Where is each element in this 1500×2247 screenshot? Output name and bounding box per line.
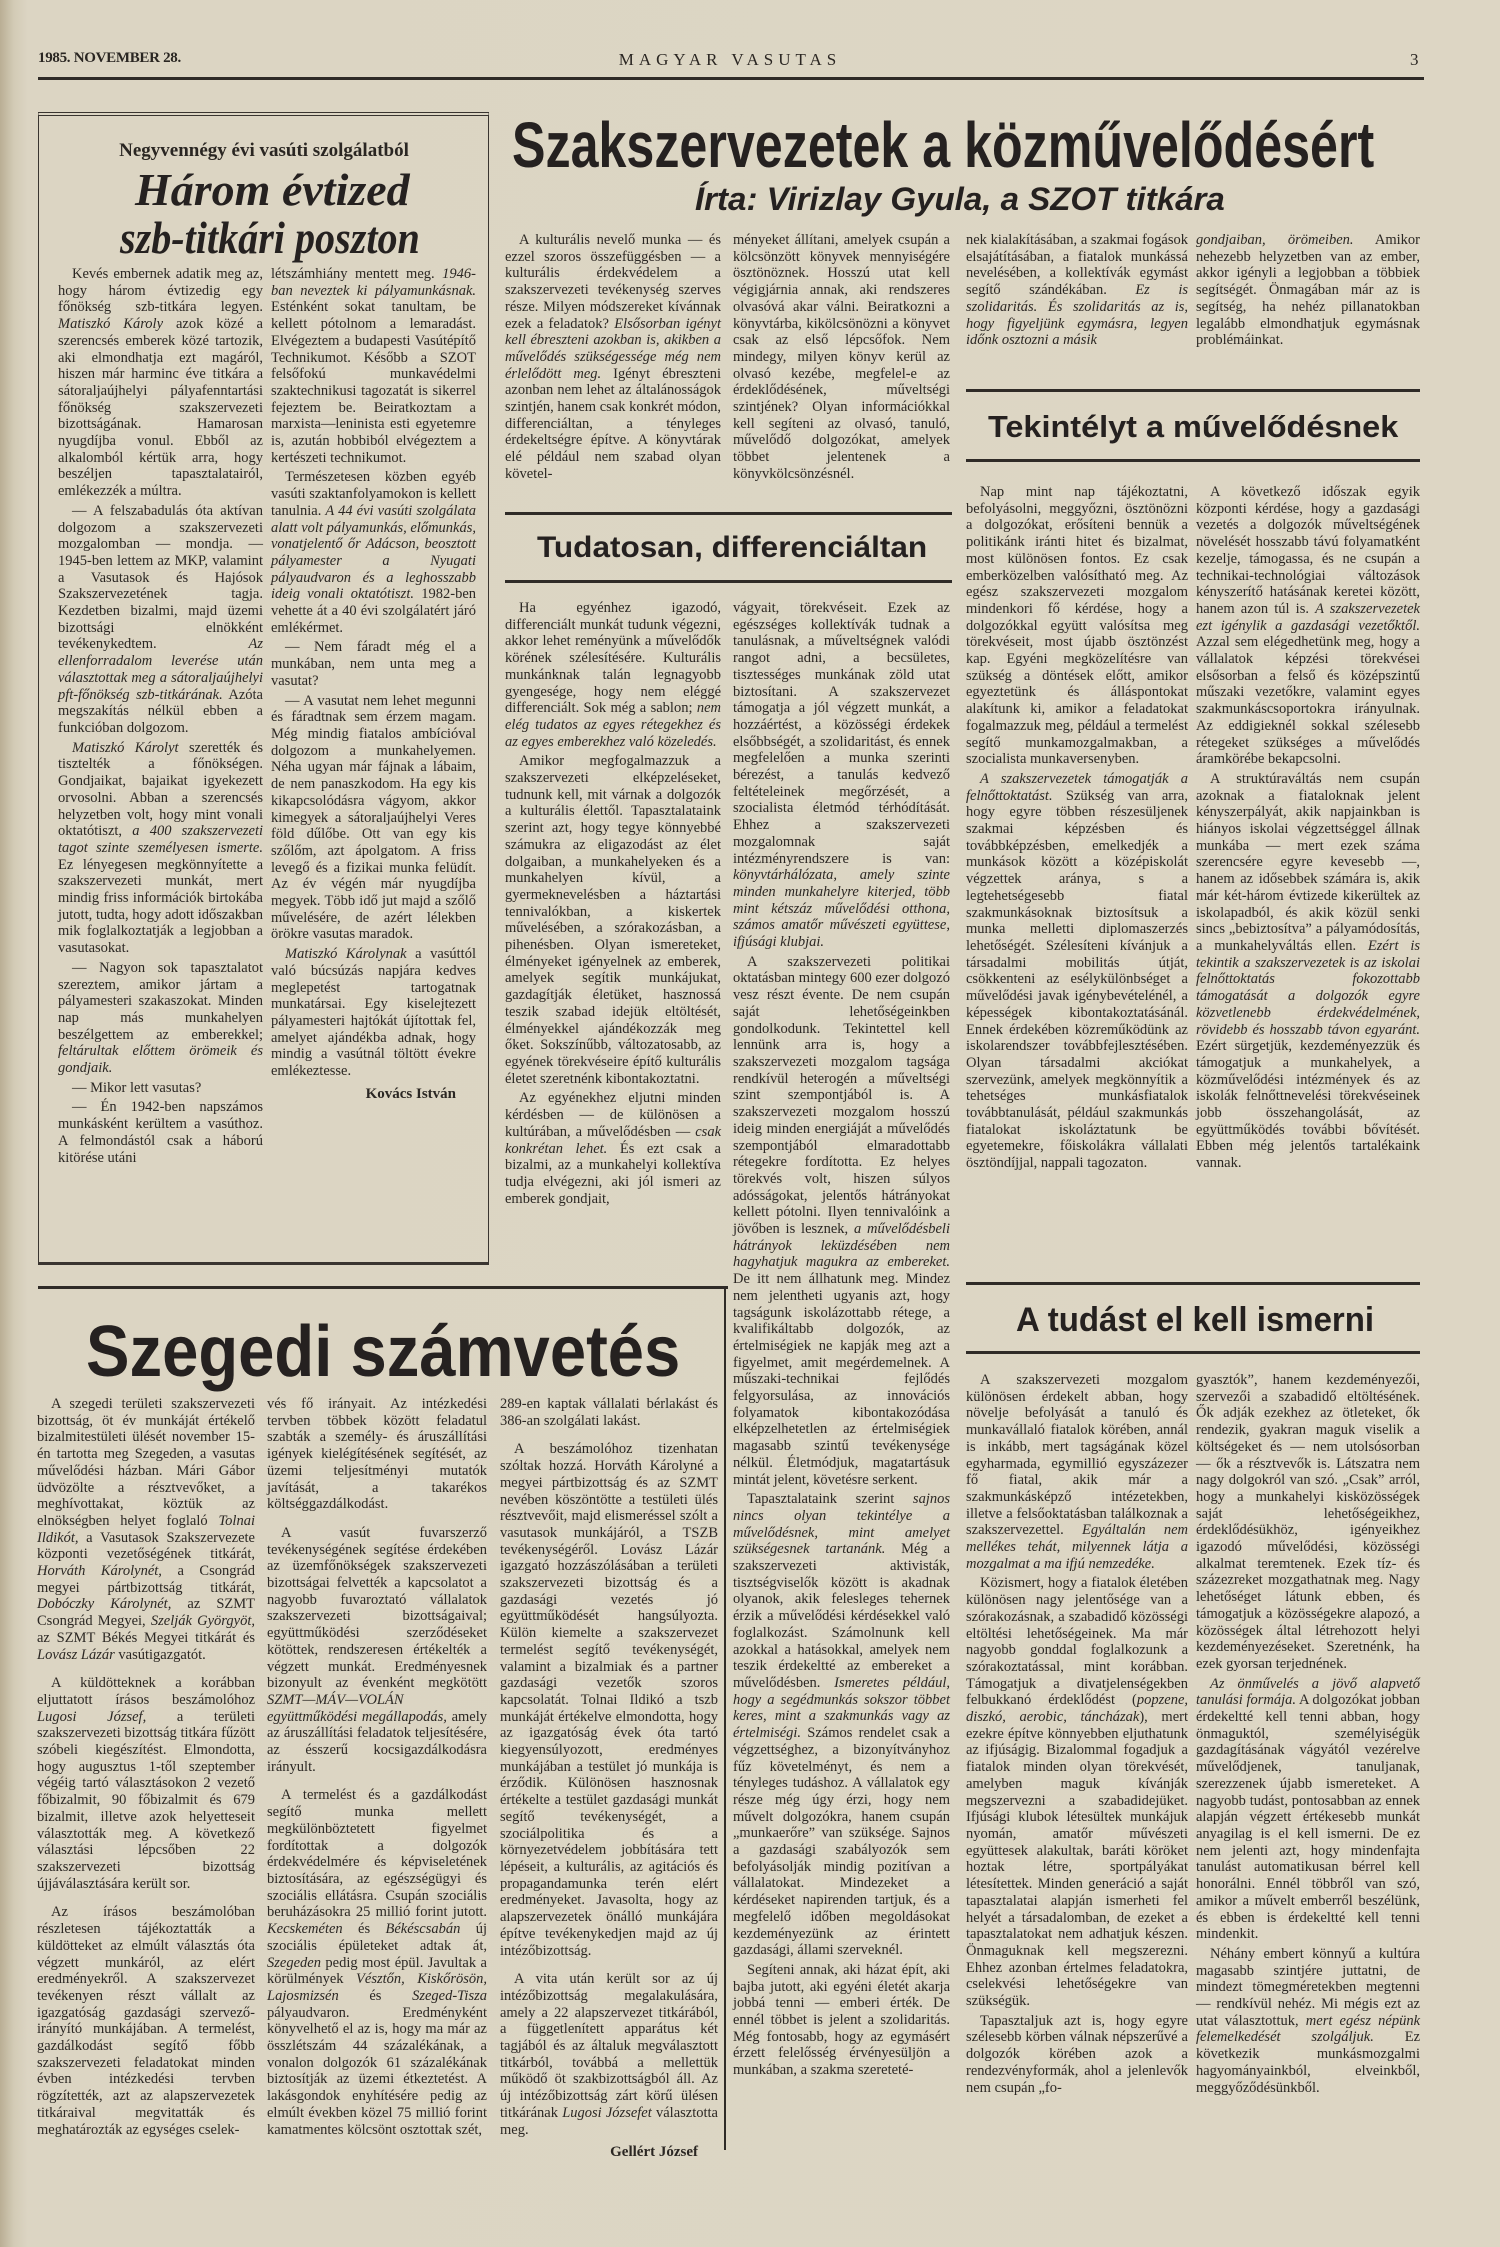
body-text: nek kialakításában, a szakmai fogások elsajátításában, a fiatalok munkássá nevelésében, a kollektívák egymást segítő szándékában. [966, 232, 1188, 299]
paragraph [58, 740, 263, 957]
body-text: — Nagyon sok tapasztalatot szereztem, amikor jártam a pályamesteri szakaszokat. Minden nap más munkahelyen beszélgettem az emberekkel; [58, 959, 263, 1043]
body-text: A szakszervezeti politikai oktatásban mintegy 600 ezer dolgozó vesz részt évente. De nem csupán saját lehetőségeinkben gondolkodunk. Tekintettel kell lennünk arra is, hogy a szakszervezeti mozgalom tagsága rendkívül heterogén a műveltségi szint szempontjából is. A szakszervezeti mozgalom hosszú ideig minden energiáját a művelődés szempontjából elmaradottabb rétegekre fordította. Ez helyes törekvés volt, hiszen súlyos adósságokat, jelentős hátrányokat kellett pótolni. Ilyen tennivalóink a jövőben is lesznek, [733, 953, 950, 1238]
body-text: Esténként sokat tanultam, be kellett pótolnom a lemaradást. Elvégeztem a budapesti Vasútépítő Technikumot. Később a SZOT felsőfokú munkavédelmi szaktechnikusi tagozatát is sikerrel fejeztem be. Beiratkoztam a marxista—leninista esti egyetemre is, azután hobbiból elvégeztem a kertészeti technikumot. [271, 299, 476, 466]
issue-date: 1985. NOVEMBER 28. [38, 50, 181, 66]
body-text: Segíteni annak, aki házat épít, aki bajba jutott, aki egyéni életét akarja jobbá tenni — emberi érték. De ennél többet is jelent a szolidaritás. Még fontosabb, hogy az egymásért érzett felelősség érvényesüljön a munkában, a szakma szereteté- [733, 1961, 950, 2079]
emphasis-text: A 44 évi vasúti szolgálata alatt volt pályamunkás, előmunkás, vonatjelentő őr Adácson, beosztott pályamester a Nyugati pályaudvaron és a leghosszabb ideig vonali oktatótiszt. [271, 502, 476, 603]
body-text: Azzal sem elégedhetünk meg, hogy a vállalatok képzési törekvései elsősorban a felső és középszintű műszaki vezetőkre, valamint egyes szakmunkáscsoportokra irányulnak. Az eddigieknél sokkal szélesebb rétegeket szükséges a művelődés áramkörébe bekapcsolni. [1196, 634, 1420, 768]
emphasis-text: Békéscsabán [385, 1921, 461, 1938]
body-text: az SZMT Csongrád Megyei, [37, 1596, 255, 1630]
paragraph [1196, 232, 1420, 349]
body-text: Ez következik munkásmozgalmi hagyományainkból, elveinkből, meggyőződésünkből. [1196, 2029, 1421, 2096]
body-text: és [342, 1921, 386, 1938]
section-rule [38, 1286, 728, 1289]
section-rule [505, 512, 952, 515]
body-text: pályaudvaron. Eredményként könyvelhető el az is, hogy ma már az összlétszám 44 százalékának, a vonalon dolgozók 61 százalékának biztosítják az üzemi étkeztetést. A lakásgondok enyhítésére pedig az elmúlt években közel 75 millió forint kamatmentes kölcsönt osztottak szét, [267, 2004, 487, 2138]
section-rule [966, 459, 1420, 462]
body-text: — Mikor lett vasutas? [72, 1079, 202, 1096]
emphasis-text: Tolnai Ildikót, [37, 1512, 255, 1546]
page-number: 3 [1410, 50, 1419, 69]
body-text: És ezt csak a bizalmi, az a munkahelyi kollektíva tudja elvégezni, aki jól ismeri az emberek gondjait, [505, 1140, 721, 1207]
paragraph [505, 1090, 721, 1207]
tudatosan-column-a [505, 600, 721, 1207]
emphasis-text: nem elég tudatos az egyes rétegekhez és az egyes emberekhez való közeledés. [505, 700, 721, 750]
paragraph [966, 771, 1188, 1172]
emphasis-text: feltárultak előttem örömeik és gondjaik. [58, 1043, 263, 1077]
emphasis-text: Elsősorban igényt kell ébreszteni azokban is, akikben a művelődés szükségessége még nem érlelődött meg. [505, 315, 721, 382]
tudast-column-c [966, 1372, 1188, 2096]
body-text: A következő időszak egyik központi kérdése, hogy a gazdasági vezetés a dolgozók műveltségének növelését hosszabb távú folyamatként kezelje, támogassa, és ne csupán a technikai-technológiai változások kényszerítő hatásának keretei között, hanem azon túl is. [1196, 484, 1420, 617]
tekintely-heading-box [988, 408, 1398, 446]
emphasis-text: Ismeretes például, hogy a segédmunkás sokszor többet keres, mint a szakmunkás vagy az értelmiségi. [733, 1675, 950, 1742]
emphasis-text: popzene, diszkó, aerobic, táncházak [966, 1692, 1188, 1726]
body-text: 1982-ben vehette át a 40 évi szolgálatért járó emlékérmet. [271, 586, 476, 636]
paragraph [505, 600, 721, 750]
paragraph [505, 232, 721, 483]
main-headline: Szakszervezetek a közművelődésért [512, 109, 1375, 181]
paragraph [1196, 484, 1420, 768]
body-text: Természetesen közben egyéb vasúti szaktanfolyamokon is kellett tanulnia. [271, 469, 476, 519]
emphasis-text: Ezért is tekintik a szakszervezetek is az iskolai felnőttoktatás fokozottabb támogatását a dolgozók egyre közvetlenebb érdekvédelmének, rövidebb és hosszabb távon egyaránt. [1196, 937, 1420, 1038]
paragraph [58, 960, 263, 1077]
emphasis-text: csak konkrétan lehet. [505, 1123, 721, 1157]
body-text: vágyait, törekvéseit. Ezek az egészséges kollektívák tudnak a tanulásnak, a műveltségnek valódi rangot adni, a becsületes, tisztességes munkának zöld utat biztosítani. A szakszervezet támogatja a jól végzett munkát, a hozzáértést, a közösségi érdekek elsőbbségét, a szolidaritást, és ennek megfelelően a munka szerinti bérezést, a tanulás kedvező feltételeinek megőrzését, a szocialista életmód térhódítását. Ehhez a szakszervezeti mozgalomnak saját intézményrendszere is van: [733, 600, 950, 867]
body-text: Ezért sürgetjük, kezdeményezzük és támogatjuk a munkahelyek, a közművelődési intézmények és az iskolák felnőttnevelési törekvéseinek jobb összehangolását, az együttműködés további bővítését. Ebben még jelentős tartalékaink vannak. [1196, 1038, 1420, 1172]
profile-title-line-2: szb-titkári poszton [120, 212, 420, 263]
body-text: a Csongrád megyei pártbizottság titkárát, [37, 1563, 255, 1596]
emphasis-text: sajnos nincs olyan tekintélye a művelődésnek, mint amelyet szükségesnek tartanánk. [733, 1491, 950, 1558]
body-text: Még a szakszervezeti aktivisták, tisztségviselők között is akadnak olyanok, akik felesleges tehernek érzik a művelődési kérdésekkel való foglalkozást. Számolnunk kell azokkal a hatásokkal, amelyek nem teszik érdekeltté az embereket a művelődésben. [733, 1541, 951, 1691]
body-text: Az írásos beszámolóban részletesen tájékoztatták a küldötteket az elmúlt választás óta végzett munkáról, az elért eredményekről. A szakszervezet tevékenyen részt vállalt az igazgatóság gazdasági szervező-irányító munkájában. A termelést, gazdálkodást segítő főbb szakszervezeti feladatokat minden évben intézkedési tervben rögzítették, azt az alapszervezetek titkáraival megvitatták és meghatározták az egységes cselek- [37, 1904, 255, 2138]
main-column-a [505, 232, 721, 483]
emphasis-text: a 400 szakszervezeti tagot szinte személyesen ismerte. [58, 823, 263, 856]
tudast-column-d [1196, 1372, 1420, 2096]
body-text: A struktúraváltás nem csupán azoknak a fiataloknak jelent kényszerpályát, akik napjainkban is hiányos iskolai végzettséggel állnak munkába — mert ezek száma szerencsére egyre kevesebb —, hanem az idősebbek számára is, akik már két-három évtizede kikerültek az iskolapadból, és akik közül senki sincs „bebiztosítva” a pályamódosítás, a munkahelyváltás ellen. [1196, 770, 1420, 954]
paragraph [267, 1787, 487, 2138]
paragraph [500, 1441, 718, 1959]
body-text: vasútigazgatót. [114, 1646, 206, 1663]
paragraph [966, 484, 1188, 768]
body-text: A szegedi területi szakszervezeti bizottság, öt év munkáját értékelő bizalmitestületi ülését november 15-én tartotta meg Szegeden, a vasutas művelődési házban. Mári Gábor üdvözölte a résztvevőket, a meghívottakat, köztük az elnökségben helyet foglaló [37, 1396, 255, 1529]
paragraph [58, 1080, 263, 1097]
body-text: — Nem fáradt még el a munkában, nem unta meg a vasutat? [271, 639, 476, 689]
main-headline-box [512, 110, 1374, 180]
paragraph [966, 232, 1188, 349]
tudatosan-heading-box [537, 530, 927, 566]
profile-title-line-1-box [135, 164, 410, 216]
paragraph [267, 1525, 487, 1776]
body-text: A szakszervezeti mozgalom különösen érdekelt abban, hogy növelje befolyását a tanuló és munkavállaló fiatalok körében, annál is inkább, mert tagságának közel egyharmada, egymillió egyszázezer fő fiatal, akik már a szakmunkásképző intézetekben, illetve a felsőoktatásban találkoznak a szakszervezettel. [966, 1372, 1188, 1539]
profile-signature: Kovács István [365, 1085, 456, 1102]
szeged-headline: Szegedi számvetés [86, 1312, 681, 1392]
paragraph [271, 946, 476, 1080]
body-text: Ha egyénhez igazodó, differenciált munkát tudunk végezni, akkor lehet reményünk a művelődők körének szélesítésére. Kulturális munkánknak talán legnagyobb gyengesége, hogy nem eléggé differenciált. Sok még a sablon; [505, 600, 721, 717]
body-text: Igényt ébreszteni azonban nem lehet az általánosságok szintjén, hanem csak konkrét módon, differenciáltan, a tényleges érdekeltségre építve. A könyvtárak elé például nem szabad olyan követel- [505, 365, 721, 482]
paragraph [271, 469, 476, 636]
paragraph [500, 1971, 718, 2138]
paragraph [733, 600, 950, 951]
body-text: A vasút fuvarszerző tevékenységének segítése érdekében az üzemfőnökségek szakszervezeti bizottságai felvették a kapcsolatot a nagyobb fuvaroztató vállalatok szakszervezeti bizottságaival; együttműködési szerződéseket kötöttek, rendszeresen értékelték a végzett munkát. Eredményesnek bizonyult az évenként megkötött [267, 1524, 487, 1692]
body-text: ), mert ezekre építve könnyebben eljuthatunk az ifjúságig. Bizalommal fogadjuk a fiatalok minden olyan törekvését, amelyben maguk kívánják megszervezni a szabadidejüket. Ifjúsági klubok létesültek munkájuk nyomán, amatőr művészeti együttesek alakultak, baráti köröket hoztak létre, sportpályákat létesítettek. Minden generáció a saját tapasztalatai alapján ismerheti fel helyét a társadalomban, de ezeket a tapasztalatokat nem adhatjuk készen. Önmaguknak kell megszerezni. Ehhez azonban értelmes feladatokra, cselekvési lehetőségekre van szükségük. [966, 1709, 1188, 2010]
paragraph [966, 1372, 1188, 1572]
emphasis-text: A szakszervezetek ezt igénylik a gazdasági vezetőktől. [1196, 600, 1420, 634]
paragraph [271, 266, 476, 466]
emphasis-text: Az önművelés a jövő alapvető tanulási formája. [1196, 1675, 1420, 1709]
profile-title-line-2-box [120, 212, 420, 264]
body-text: 289-en kaptak vállalati bérlakást és 386-an szolgálati lakást. [500, 1396, 718, 1429]
body-text: vés fő irányait. Az intézkedési tervben többek között feladatul szabták a személy- és áruszállítási igények kielégítésének segítését, az üzemi teljesítményi mutatók javítását, a takarékos költséggazdálkodást. [267, 1396, 487, 1513]
tudatosan-column-c [966, 232, 1188, 349]
szeged-headline-box [86, 1312, 680, 1392]
paragraph [733, 954, 950, 1489]
emphasis-text: Szeged-Tisza [412, 1987, 487, 2004]
main-byline: Írta: Virizlay Gyula, a SZOT titkára [695, 181, 1225, 217]
paragraph [733, 232, 950, 483]
masthead-rule [38, 77, 1424, 80]
emphasis-text: Szelják Györgyöt, [150, 1613, 255, 1630]
tudast-heading-box [1016, 1300, 1374, 1340]
body-text: Közismert, hogy a fiatalok életében különösen nagy jelentősége van a szórakozásnak, a szabadidő közösségi eltöltési lehetőségeinek. Ma már nagyobb gonddal foglalkozunk a szórakoztatással, mint korábban. Támogatjuk a divatjelenségekben felbukkanó érdeklődést ( [966, 1575, 1188, 1709]
emphasis-text: 1946-ban neveztek ki pályamunkásnak. [271, 266, 476, 299]
emphasis-text: Kecskeméten [267, 1921, 343, 1938]
body-text: A dolgozókat jobban érdekeltté kell tenni abban, hogy önmaguktól, személyiségük gazdagításának vágyától vezérelve művelődjenek, tanuljanak, szerezzenek újabb ismereteket. A nagyobb tudást, pontosabban az ennek alapján végzett értékesebb munkát anyagilag is el kell ismerni. De ez nem jelenti azt, hogy mindenfajta tanulást automatikusan bérrel kell honorálni. Ennél többről van szó, amikor a művelt emberről beszélünk, és ebben is érdekeltté kell tenni mindenkit. [1196, 1692, 1420, 1943]
paragraph [37, 1396, 255, 1663]
paragraph [58, 503, 263, 737]
body-text: a vasúttól való búcsúzás napjára kedves meglepetést tartogatnak munkatársai. Egy kiselejtezett pályamesteri hajtókát újítottak fel, amelyet ajándékba adnak, hogy mindig a vasútnál töltött évekre emlékeztesse. [271, 946, 476, 1080]
main-column-b [733, 232, 950, 483]
body-text: Néhány embert könnyű a kultúra magasabb szintjére juttatni, de mindezt tömegméretekben megtenni — rendkívül nehéz. Mi mégis ezt az utat választottuk, [1196, 1945, 1420, 2029]
column-rule [724, 1286, 726, 2150]
emphasis-text: A szakszervezetek támogatják a felnőttoktatást. [966, 770, 1188, 804]
profile-column-1 [58, 266, 263, 1166]
body-text: — Én 1942-ben napszámos munkásként kerültem a vasúthoz. A felmondástól csak a háború kitörése utáni [58, 1099, 263, 1166]
tekintely-column-c [966, 484, 1188, 1172]
emphasis-text: a művelődésbeli hátrányok leküzdésében nem hagyhatjuk magukra az embereket. [733, 1221, 950, 1271]
profile-kicker: Negyvennégy évi vasúti szolgálatból [119, 140, 409, 161]
main-byline-box [695, 180, 1225, 218]
paragraph [271, 639, 476, 689]
szeged-column-3 [500, 1396, 718, 2161]
section-rule [966, 389, 1420, 392]
paragraph [58, 266, 263, 500]
body-text: Szükség van arra, hogy egyre többen részesüljenek szakmai képzésben és továbbképzésben, emelkedjék a munkások között a középiskolát végzettek aránya, s a legtehetségesebb fiatal szakmunkásoknak biztosítsuk a munka melletti diplomaszerzés lehetőségét. Szélesíteni kívánjuk a társadalmi mobilitás útját, csökkenteni az esélykülönbséget a művelődési javak igénybevételénél, a képességek kibontakoztatásánál. Ennek érdekében közreműködünk az iskolarendszer továbbfejlesztésében. Olyan társadalmi akciókat szervezünk, amelyek megkönnyítik a tehetséges munkásfiatalok továbbtanulását, például szakmunkás fiatalokat iskoláztatunk be egyetemekre, főiskolákra vállalati ösztöndíjjal, nappali tagozaton. [966, 787, 1188, 1172]
body-text: — A felszabadulás óta aktívan dolgozom a szakszervezeti mozgalomban — mondja. — 1945-ben lettem az MKP, valamint a Vasutasok és Hajósok Szakszervezetének tagja. Kezdetben bizalmi, majd üzemi bizottsági elnökként tevékenykedtem. [58, 502, 263, 653]
emphasis-text: Lugosi Józsefet [562, 2104, 652, 2121]
body-text: és [338, 1987, 413, 2004]
paragraph [37, 1904, 255, 2138]
body-text: választotta meg. [500, 2104, 718, 2138]
emphasis-text: Vésztőn, Kiskőrösön, Lajosmizsén [267, 1971, 487, 2004]
body-text: gyasztók”, hanem kezdeményezői, szervezői a szabadidő eltöltésének. Ők adják ezekhez az ötleteket, ők rendezik, gyakran maguk viselik a költségeket és — nem utolsósorban — ők a résztvevők is. Látszatra nem nagy dolgokról van szó. „Csak” arról, hogy a munkahelyi kisközösségek saját lehetőségeikhez, érdeklődésükhöz, igényeikhez igazodó művelődési, közösségi alkalmat teremtenek. Ezek tíz- és százezreket mozgathatnak meg. Nagy lehetőséget látunk ebben, és támogatjuk a közösségekre alapozó, a közösségek által létrehozott helyi kezdeményezéseket. Szeretnénk, ha ezek gyorsan terjednének. [1196, 1372, 1420, 1672]
body-text: a területi szakszervezeti bizottság titkára fűzött szóbeli kiegészítést. Elmondotta, hogy augusztus 1-től szeptember végéig tartó választásokon 2 vezető főbizalmit, 90 főbizalmit és 679 bizalmit, illetve azok helyetteseit választották meg. A következő választási lépcsőben 22 szakszervezeti bizottság újjáválasztására került sor. [37, 1708, 255, 1892]
body-text: De itt nem állhatunk meg. Mindez nem jelentheti ugyanis azt, hogy tagságunk iskolázottabb rétege, a kvalifikáltabb dolgozók, az értelmiségiek ne kapják meg azt a figyelmet, amit megérdemelnek. A műszaki-technikai fejlődés felgyorsulása, az innovációs folyamatok kibontakozódása elképzelhetetlen az értelmiségiek magasabb szintű tevékenysége nélkül. Életmódjuk, magatartásuk mintát jelent, követésre serkent. [733, 1271, 950, 1488]
tekintely-heading: Tekintélyt a művelődésnek [988, 409, 1399, 444]
newspaper-title: MAGYAR VASUTAS [618, 50, 842, 69]
body-text: az SZMT Békés Megyei titkárát és [37, 1629, 255, 1646]
body-text: azok közé a szerencsés emberek közé tartozik, aki elmondhatja ezt magáról, hiszen már harminc éve titkára a sátoraljaújhelyi pályafenntartási főnökség szakszervezeti bizottságának. Hamarosan nyugdíjba vonul. Ebből az alkalomból kértük arra, hogy beszéljen tapasztalatairól, emlékezzék a múltra. [58, 316, 263, 500]
emphasis-text: könyvtárhálózata, amely szinte minden munkahelyre kiterjed, több mint kétszáz művelődési otthona, számos amatőr művészeti együttese, ifjúsági klubjai. [733, 867, 950, 951]
paragraph [1196, 1372, 1420, 1673]
emphasis-text: Dobóczky Károlynét, [37, 1596, 172, 1613]
body-text: Nap mint nap tájékoztatni, befolyásolni, meggyőzni, ösztönözni a dolgozókat, erősíteni bennük a politikánk iránti hitet és bizalmat, most különösen fontos. Ez csak emberközelben valósítható meg. Az egész szakszervezeti mozgalom mindenkori fő kérdése, hogy a dolgozókkal együtt valósítsa meg törekvéseit, most újabb ösztönzést kap. Egyéni megközelítésre van szükség a döntések előtt, amikor egyeztetünk és álláspontokat alakítunk ki, amikor a feladatokat fogalmazzuk meg, például a termelést segítő munkamozgalmakban, a szocialista munkaversenyben. [966, 484, 1188, 768]
emphasis-text: Az ellenforradalom leverése után választottak meg a sátoraljaújhelyi pft-főnökség szb-titkárának. [58, 636, 263, 703]
body-text: A küldötteknek a korábban eljuttatott írásos beszámolóhoz [37, 1675, 255, 1708]
body-text: új szociális épületeket adtak át, [267, 1921, 487, 1954]
profile-title-line-1: Három évtized [135, 164, 410, 215]
emphasis-text: Matiszkó Károly [58, 316, 164, 333]
body-text: A vita után került sor az új intézőbizottság megalakulására, amely a 22 alapszervezet titkárából, a függetlenített apparátus két tagjából és az általuk megválasztott titkárból, továbbá a mellettük működő öt szakbizottságból áll. Az új intézőbizottság zárt körű ülésen titkárának [500, 1971, 718, 2121]
body-text: Tapasztalataink szerint [747, 1491, 913, 1508]
paragraph [58, 1099, 263, 1166]
section-rule [505, 580, 952, 583]
tekintely-column-d [1196, 484, 1420, 1172]
emphasis-text: Lovász Lázár [37, 1646, 115, 1663]
paragraph [271, 693, 476, 944]
paragraph [966, 1575, 1188, 2009]
emphasis-text: Matiszkó Károlyt [72, 739, 179, 756]
szeged-column-2 [267, 1396, 487, 2138]
paragraph [505, 753, 721, 1087]
szeged-column-1 [37, 1396, 255, 2138]
body-text: Amikor nehezebb helyzetben van az ember, akkor igényli a legjobban a többiek segítségét. Önmagában már az is segítség, ha nehéz pillanatokban legalább elmondhatjuk egymásnak problémáinkat. [1196, 232, 1421, 349]
paragraph [733, 1491, 950, 1959]
body-text: — A vasutat nem lehet megunni és fáradtnak sem érzem magam. Még mindig fiatalos ambícióval dolgozom a munkahelyemen. Néha ugyan már fájnak a lábaim, de nem panaszkodom. Ha egy kis kikapcsolódásra vágyom, akkor kimegyek a sátoraljaújhelyi Veres föld dűlőbe. Ott van egy kis szőlőm, azt ápolgatom. A friss levegő és a fizikai munka felüdít. Az év végén már nyugdíjba megyek. Több idő jut majd a szőlő művelésére, de azért lélekben örökre vasutas maradok. [271, 692, 476, 943]
paragraph [966, 2013, 1188, 2097]
paragraph [1196, 1946, 1420, 2096]
section-rule [966, 1351, 1420, 1354]
tudast-heading: A tudást el kell ismerni [1016, 1301, 1375, 1339]
paragraph [1196, 771, 1420, 1172]
paragraph [500, 1396, 718, 1429]
tudatosan-heading: Tudatosan, differenciáltan [537, 531, 928, 564]
emphasis-text: Ez is szolidaritás. És szolidaritás az is, hogy figyeljünk egymásra, legyen időnk osztozni a másik [966, 282, 1188, 349]
body-text: amely az áruszállítási feladatok teljesítésére, az ésszerű kocsigazdálkodásra irányult. [267, 1708, 487, 1775]
paragraph [733, 1962, 950, 2079]
body-text: A termelést és a gazdálkodást segítő munka mellett megkülönböztetett figyelmet fordítottak a dolgozók érdekvédelmére és képviseletének biztosítására, az egészségügyi és szociális ellátásra. Csupán szociális beruházásokra 25 millió forint jutott. [267, 1787, 487, 1921]
profile-column-2 [271, 266, 476, 1102]
emphasis-text: Matiszkó Károlynak [285, 946, 407, 963]
emphasis-text: Egyáltalán nem mellékes tehát, milyennek látja a mozgalmat a ma ifjú nemzedéke. [966, 1522, 1188, 1572]
paragraph [267, 1396, 487, 1513]
paragraph [37, 1675, 255, 1892]
tudatosan-column-b [733, 600, 950, 2079]
paragraph [1196, 1676, 1420, 1943]
emphasis-text: SZMT—MÁV—VOLÁN együttműködési megállapodás, [267, 1691, 447, 1725]
emphasis-text: gondjaiban, örömeiben. [1196, 232, 1354, 248]
body-text: Tapasztaljuk azt is, hogy egyre szélesebb körben válnak népszerűvé a dolgozók körében azok a rendezvényformák, ahol a jelenlevők nem csupán „fo- [966, 2012, 1188, 2096]
body-text: A kulturális nevelő munka — és ezzel szoros összefüggésben — a kulturális érdekvédelem a szakszervezeti tevékenység szerves része. Milyen módszereket kívánnak ezek a feladatok? [505, 232, 721, 332]
tudatosan-column-d [1196, 232, 1420, 349]
body-text: létszámhiány mentett meg. [271, 266, 443, 282]
body-text: szerették és tisztelték a főnökségen. Gondjaikat, bajaikat igyekezett orvosolni. Abban a szerencsés helyzetben volt, hogy mint vonali oktatótiszt, [58, 739, 263, 840]
body-text: Ez lényegesen megkönnyítette a szakszervezeti munkát, mert mindig friss információk birtokába jutott, tudta, hogy adott időszakban mik foglalkoztatják a legjobban a vasutasokat. [58, 856, 263, 957]
szeged-signature: Gellért József [610, 2144, 698, 2161]
body-text: pedig most épül. Javultak a körülmények [267, 1954, 487, 1988]
emphasis-text: Lugosi József, [37, 1708, 147, 1725]
body-text: ményeket állítani, amelyek csupán a kölcsönzött könyvek mennyiségére ösztönöznek. Hosszú utat kell végigjárnia annak, aki rendszeres olvasóvá akar válni. Beiratkozni a könyvtárba, kikölcsönözni a könyvet csak az első lépcsőfok. Nem mindegy, milyen könyv kerül az olvasó kezébe, megfelel-e az érdeklődésének, műveltségi szintjének? Olyan információkkal kell segíteni az olvasó, tanuló, művelődő dolgozókat, amelyek többet jelentenek a könyvkölcsönzésnél. [733, 232, 950, 482]
body-text: Kevés embernek adatik meg az, hogy három évtizedig egy főnökség szb-titkára legyen. [58, 266, 263, 316]
body-text: a Vasutasok Szakszervezete központi vezetőségének titkárát, [37, 1529, 255, 1563]
emphasis-text: Szegeden [267, 1954, 321, 1971]
body-text: Azóta megszakítás nélkül ebben a funkcióban dolgozom. [58, 686, 263, 736]
emphasis-text: Horváth Károlynét, [37, 1563, 162, 1580]
emphasis-text: mert egész népünk felemelkedését szolgáljuk. [1196, 2012, 1421, 2046]
body-text: Az egyénekhez eljutni minden kérdésben — de különösen a kultúrában, a művelődésben — [505, 1090, 721, 1140]
body-text: A beszámolóhoz tizenhatan szóltak hozzá. Horváth Károlyné a megyei pártbizottság és az SZMT nevében köszöntötte a testületi ülés résztvevőit, majd elismeréssel szólt a vasutasok munkájáról, a TSZB tevékenységéről. Lovász Lázár igazgató hozzászólásában a területi szakszervezeti bizottság és a gazdasági vezetés jó együttműködését hangsúlyozta. Külön kiemelte a szakszervezet termelést segítő tevékenységét, valamint a bizalmiak és a partner gazdasági vezetők szoros kapcsolatát. Tolnai Ildikó a tszb munkáját értékelve elmondotta, hogy az igazgatóság évek óta tartó kiegyensúlyozott, eredményes munkájában a testület jó munkája is érződik. Különösen hasznosnak értékelte a testület gazdasági munkát segítő tevékenységét, a szociálpolitika és a környezetvédelem jobbítására tett lépéseit, a kulturális, az agitációs és propagandamunka terén elért eredményeket. Javasolta, hogy az alapszervezetek önálló munkájára építve tevékenykedjen majd az új intézőbizottság. [500, 1441, 718, 1959]
body-text: Amikor megfogalmazzuk a szakszervezeti elképzeléseket, tudnunk kell, mit várnak a dolgozók a kulturális élettől. Tapasztalataink szerint azt, hogy tegye könnyebbé számukra az eligazodást az élet dolgaiban, a munkahelyeken és a munkahelyen kívül, a gyermeknevelésben a háztartási tennivalókban, a kiskertek művelésében, a szórakozásban, a pihenésben. Olyan ismereteket, élményeket igényelnek az emberek, amelyek segítik munkájukat, gazdagítják életüket, hasznossá teszik szabad idejük eltöltését, élményekkel ajándékozzák meg őket. Sokszínűbb, változatosabb, az egyének törekvéseire építő kulturális életet szeretnénk kibontakoztatni. [505, 753, 721, 1087]
body-text: Számos rendelet csak a végzettséghez, a bizonyítványhoz fűz követelményt, és nem a tényleges tudáshoz. A vállalatok egy része még úgy érzi, hogy nem művelt dolgozókra, hanem csupán „munkaerőre” van szüksége. Sajnos a gazdasági szabályozók sem befolyásolják mindig pozitívan a vállalatokat. Mindezeket a kérdéseket napirenden tartjuk, és a megfelelő időben megoldásokat kezdeményezünk az érintett gazdasági, állami szerveknél. [733, 1725, 950, 1959]
section-rule [966, 1282, 1420, 1285]
